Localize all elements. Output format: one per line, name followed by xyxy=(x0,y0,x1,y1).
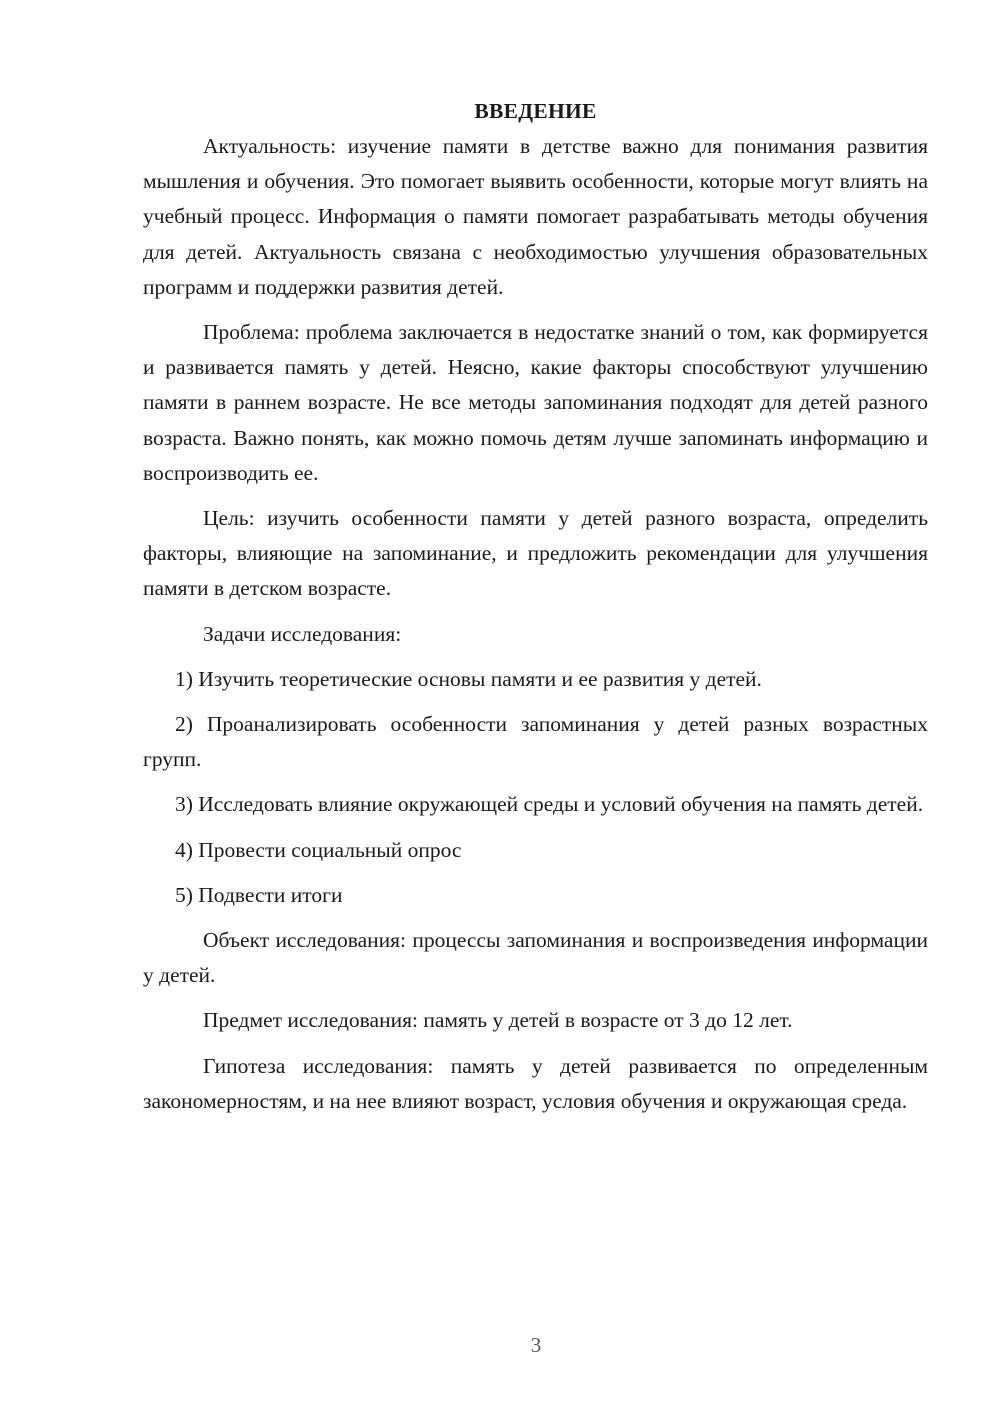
paragraph-object: Объект исследования: процессы запоминания и воспроизведения информации у детей. xyxy=(143,928,928,988)
page-number: 3 xyxy=(530,1333,542,1357)
paragraph-hypothesis: Гипотеза исследования: память у детей развивается по определенным закономерностям, и на нее влияют возраст, условия обучения и окружающая среда. xyxy=(143,1053,928,1113)
task-item-1: 1) Изучить теоретические основы памяти и ее развития у детей. xyxy=(175,666,762,691)
task-item-3: 3) Исследовать влияние окружающей среды и условий обучения на память детей. xyxy=(175,792,924,817)
task-item-5: 5) Подвести итоги xyxy=(175,882,343,907)
section-title: ВВЕДЕНИЕ xyxy=(474,99,597,123)
paragraph-goal: Цель: изучить особенности памяти у детей разного возраста, определить факторы, влияющие на запоминание, и предложить рекомендации для улучшения памяти в детском возрасте. xyxy=(143,506,928,601)
task-item-4: 4) Провести социальный опрос xyxy=(175,837,462,862)
task-item-2: 2) Проанализировать особенности запоминания у детей разных возрастных групп. xyxy=(143,712,928,772)
paragraph-problem: Проблема: проблема заключается в недостатке знаний о том, как формируется и развивается память у детей. Неясно, какие факторы способствуют улучшению памяти в раннем возрасте. Не все методы запоминания подходят для детей разного возраста. Важно понять, как можно помочь детям лучше запоминать информацию и воспроизводить ее. xyxy=(143,320,928,485)
page-content xyxy=(143,94,928,1119)
tasks-heading: Задачи исследования: xyxy=(203,621,402,646)
paragraph-subject: Предмет исследования: память у детей в возрасте от 3 до 12 лет. xyxy=(203,1008,793,1033)
paragraph-relevance: Актуальность: изучение памяти в детстве важно для понимания развития мышления и обучения. Это помогает выявить особенности, которые могут влиять на учебный процесс. Информация о памяти помогает разрабатывать методы обучения для детей. Актуальность связана с необходимостью улучшения образовательных программ и поддержки развития детей. xyxy=(143,134,928,299)
